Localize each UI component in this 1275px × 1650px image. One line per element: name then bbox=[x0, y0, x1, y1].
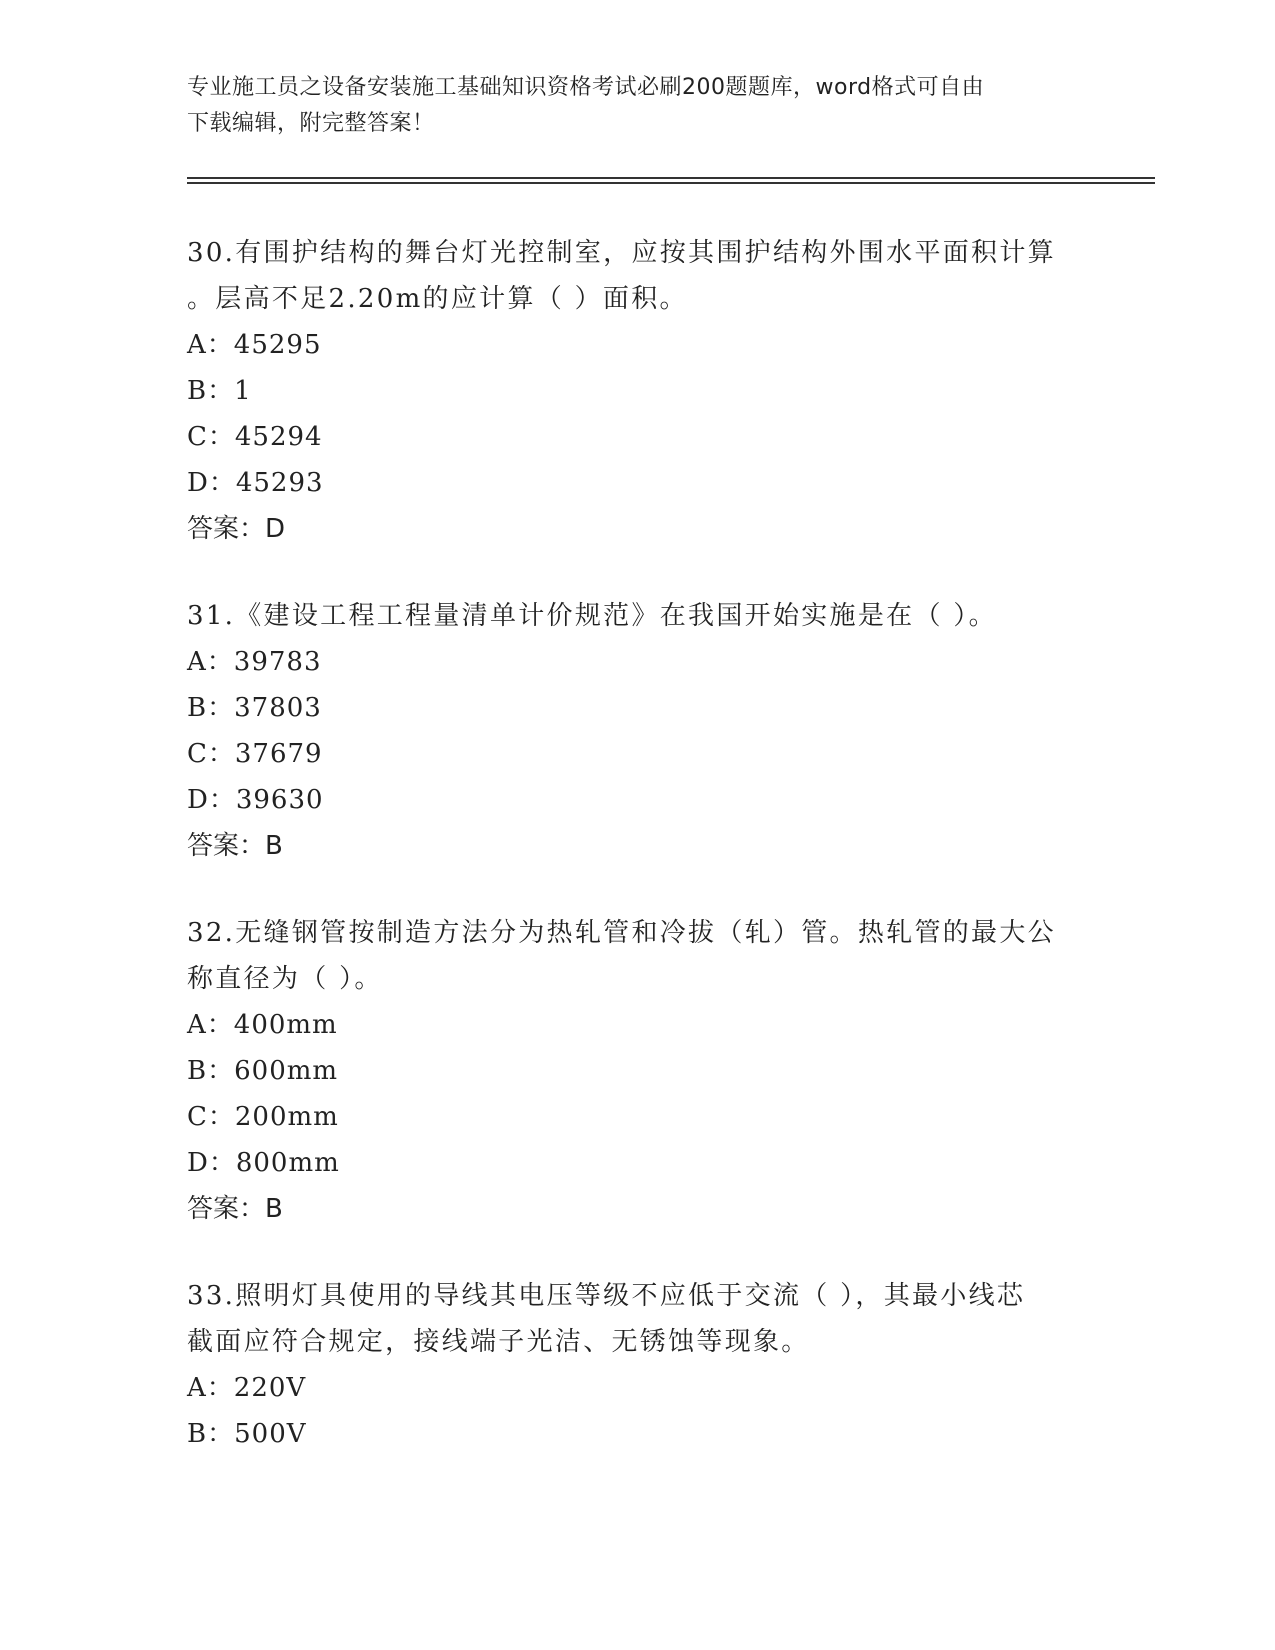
option-d: D：45293 bbox=[187, 468, 324, 498]
document-header bbox=[187, 70, 1087, 142]
option-d: D：800mm bbox=[187, 1148, 340, 1178]
option-a: A：220V bbox=[187, 1373, 307, 1403]
question-line-1: 30.有围护结构的舞台灯光控制室，应按其围护结构外围水平面积计算 bbox=[187, 238, 1056, 268]
header-line-1: 专业施工员之设备安装施工基础知识资格考试必刷200题题库，word格式可自由 bbox=[187, 75, 985, 100]
question-line-1: 31.《建设工程工程量清单计价规范》在我国开始实施是在（ ）。 bbox=[187, 601, 997, 631]
answer: 答案：B bbox=[187, 1194, 283, 1224]
question-33 bbox=[187, 1273, 1107, 1457]
question-line-2: 。层高不足2.20m的应计算（ ）面积。 bbox=[187, 284, 688, 314]
answer: 答案：D bbox=[187, 514, 286, 544]
question-text bbox=[187, 230, 1107, 322]
question-30 bbox=[187, 230, 1107, 552]
header-line-2: 下载编辑，附完整答案！ bbox=[187, 111, 435, 136]
option-b: B：1 bbox=[187, 376, 252, 406]
answer: 答案：B bbox=[187, 831, 283, 861]
header-divider-bottom bbox=[187, 182, 1155, 184]
question-text bbox=[187, 1273, 1107, 1365]
question-line-1: 32.无缝钢管按制造方法分为热轧管和冷拔（轧）管。热轧管的最大公 bbox=[187, 918, 1056, 948]
question-text bbox=[187, 593, 1107, 639]
option-a: A：39783 bbox=[187, 647, 322, 677]
option-c: C：45294 bbox=[187, 422, 323, 452]
option-c: C：37679 bbox=[187, 739, 323, 769]
option-b: B：37803 bbox=[187, 693, 322, 723]
question-line-1: 33.照明灯具使用的导线其电压等级不应低于交流（ ），其最小线芯 bbox=[187, 1281, 1026, 1311]
question-line-2: 截面应符合规定，接线端子光洁、无锈蚀等现象。 bbox=[187, 1327, 810, 1357]
option-b: B：500V bbox=[187, 1419, 307, 1449]
question-line-2: 称直径为（ ）。 bbox=[187, 964, 383, 994]
question-32 bbox=[187, 910, 1107, 1232]
option-d: D：39630 bbox=[187, 785, 324, 815]
question-list bbox=[187, 230, 1107, 1498]
header-divider-top bbox=[187, 177, 1155, 179]
question-text bbox=[187, 910, 1107, 1002]
option-a: A：45295 bbox=[187, 330, 322, 360]
option-b: B：600mm bbox=[187, 1056, 339, 1086]
option-a: A：400mm bbox=[187, 1010, 338, 1040]
question-31 bbox=[187, 593, 1107, 869]
option-c: C：200mm bbox=[187, 1102, 339, 1132]
